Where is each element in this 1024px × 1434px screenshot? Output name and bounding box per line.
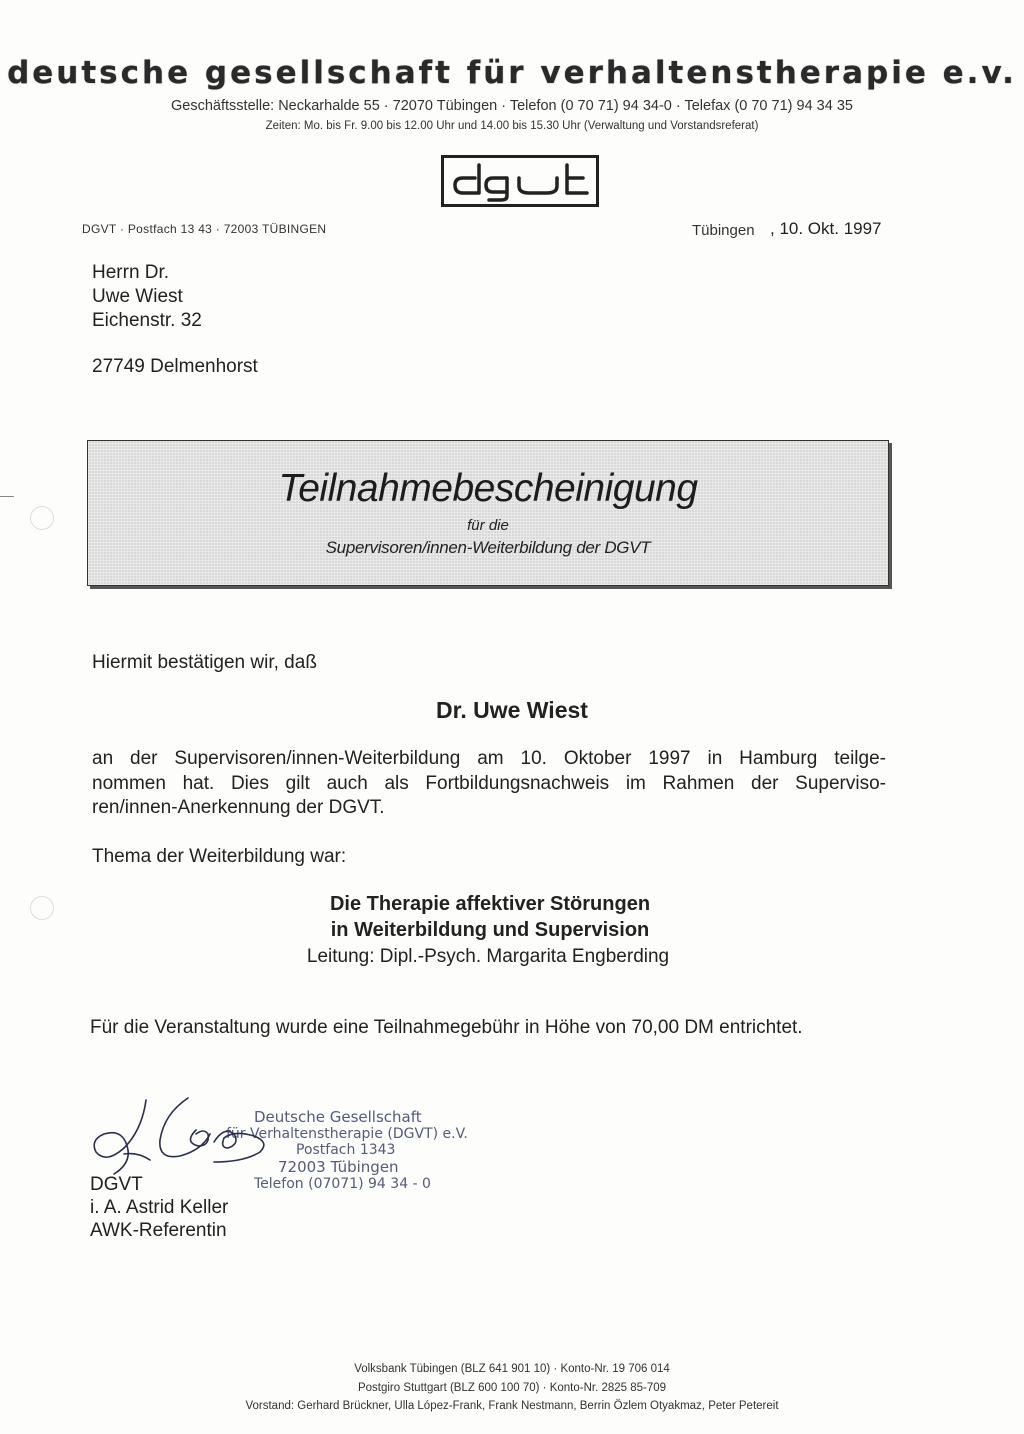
paragraph-line: ren/innen-Anerkennung der DGVT. [92, 797, 385, 818]
handwritten-signature [84, 1090, 284, 1180]
paragraph-line: nommen hat. Dies gilt auch als Fortbildungsnachweis im Rahmen der Superviso- [92, 772, 886, 794]
sender-address-line: DGVT · Postfach 13 43 · 72003 TÜBINGEN [82, 222, 327, 236]
paragraph-line: an der Supervisoren/innen-Weiterbildung am 10. Oktober 1997 in Hamburg teilge- [92, 748, 886, 769]
signer-organization: DGVT [90, 1174, 143, 1195]
footer-bank-1: Volksbank Tübingen (BLZ 641 901 10) · Konto-Nr. 19 706 014 [354, 1363, 670, 1375]
participant-name: Dr. Uwe Wiest [436, 697, 588, 723]
confirmation-paragraph [92, 747, 886, 821]
punch-hole-top [30, 506, 54, 530]
stamp-line: Deutsche Gesellschaft [254, 1108, 422, 1126]
recipient-salutation: Herrn Dr. [92, 262, 170, 283]
stamp-line: Telefon (07071) 94 34 - 0 [254, 1176, 431, 1192]
certificate-title-box [87, 440, 889, 586]
recipient-name: Uwe Wiest [92, 286, 183, 307]
dgvt-logo [441, 155, 599, 207]
signer-name: i. A. Astrid Keller [90, 1197, 229, 1218]
stamp-line: 72003 Tübingen [278, 1158, 399, 1176]
recipient-street: Eichenstr. 32 [92, 310, 202, 331]
recipient-city: 27749 Delmenhorst [92, 356, 258, 377]
theme-label: Thema der Weiterbildung war: [92, 846, 347, 867]
footer-board: Vorstand: Gerhard Brückner, Ulla López-Frank, Frank Nestmann, Berrin Özlem Otyakmaz, Peter Petereit [245, 1400, 779, 1412]
organization-name: deutsche gesellschaft für verhaltenstherapie e.v. [7, 55, 1017, 91]
contact-line-address: Geschäftsstelle: Neckarhalde 55 · 72070 Tübingen · Telefon (0 70 71) 94 34-0 · Telefax (0 70 71) 94 34 35 [171, 98, 853, 114]
signer-role: AWK-Referentin [90, 1220, 227, 1241]
certificate-subtitle-2: Supervisoren/innen-Weiterbildung der DGVT [325, 538, 651, 557]
letter-date: , 10. Okt. 1997 [770, 219, 882, 238]
letter-city: Tübingen [692, 222, 755, 239]
course-lead: Leitung: Dipl.-Psych. Margarita Engberding [306, 946, 670, 967]
contact-line-hours: Zeiten: Mo. bis Fr. 9.00 bis 12.00 Uhr und 14.00 bis 15.30 Uhr (Verwaltung und Vorstandsreferat) [265, 120, 759, 132]
footer-bank-2: Postgiro Stuttgart (BLZ 600 100 70) · Konto-Nr. 2825 85-709 [357, 1382, 667, 1394]
stamp-line: für Verhaltenstherapie (DGVT) e.V. [226, 1126, 468, 1142]
topic-line-2: in Weiterbildung und Supervision [330, 919, 650, 941]
fold-mark [0, 496, 14, 497]
fee-statement: Für die Veranstaltung wurde eine Teilnahmegebühr in Höhe von 70,00 DM entrichtet. [90, 1017, 803, 1038]
topic-line-1: Die Therapie affektiver Störungen [329, 893, 651, 915]
certificate-subtitle-1: für die [467, 517, 509, 534]
certificate-title: Teilnahmebescheinigung [278, 467, 698, 510]
confirmation-intro: Hiermit bestätigen wir, daß [92, 652, 317, 673]
stamp-line: Postfach 1343 [296, 1142, 396, 1158]
logo-text: dgvt [520, 205, 522, 206]
